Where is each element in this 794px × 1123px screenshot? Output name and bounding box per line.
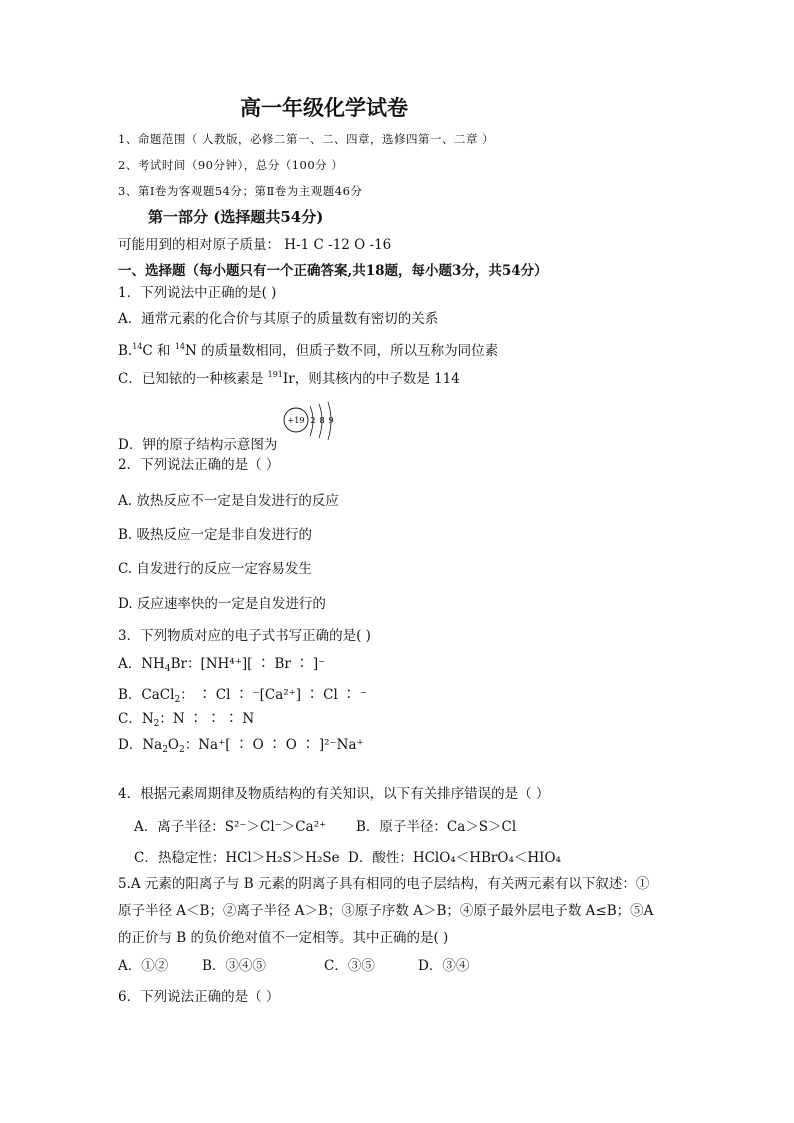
q1-b-c: C 和 [142, 343, 175, 359]
q5-option-a: A．①② [118, 958, 169, 974]
q4-option-b: B．原子半径：Ca＞S＞Cl [356, 819, 517, 835]
q3-d-mid: O [167, 737, 179, 753]
q3-d-prefix: D．Na [118, 737, 163, 753]
q3-d-rest: ：Na⁺[ ∶ O ∶ O ∶ ]²⁻Na⁺ [184, 737, 364, 753]
q3-b-prefix: B．CaCl [118, 687, 175, 703]
exam-title: 高一年级化学试卷 [240, 95, 408, 120]
part1-heading: 第一部分 (选择题共54分) [148, 208, 324, 226]
q3-c-sub: 2 [153, 719, 160, 729]
q3-option-d [118, 736, 364, 759]
q3-a-prefix: A．NH [118, 656, 165, 672]
q1-c-prefix: C．已知铱的一种核素是 [118, 371, 268, 387]
shell-1-count: 2 [310, 416, 316, 425]
q1-option-c [118, 366, 460, 388]
atomic-mass-line: 可能用到的相对原子质量： H-1 C -12 O -16 [118, 237, 392, 253]
q4-option-d: D．酸性：HClO₄＜HBrO₄＜HIO₄ [348, 850, 561, 866]
q2-option-d: D. 反应速率快的一定是自发进行的 [118, 596, 326, 612]
note-1: 1、命题范围（ 人教版，必修二第一、二、四章，选修四第一、二章 ） [118, 132, 495, 146]
shell-3-count: 9 [328, 416, 334, 425]
q1-c-mass: 191 [267, 370, 283, 379]
q5-line-1: 5.A 元素的阳离子与 B 元素的阴离子具有相同的电子层结构，有关两元素有以下叙述：① [118, 876, 650, 892]
note-3: 3、第Ⅰ卷为客观题54分；第Ⅱ卷为主观题46分 [118, 184, 363, 198]
q5-option-c: C．③⑤ [324, 958, 375, 974]
q1-option-b [118, 338, 498, 360]
q3-b-sub: 2 [174, 695, 181, 705]
q1-option-d: D．钾的原子结构示意图为 [118, 437, 278, 453]
q1-b-prefix: B. [118, 343, 133, 359]
q3-d-sub1: 2 [162, 745, 168, 755]
q1-option-a: A．通常元素的化合价与其原子的质量数有密切的关系 [118, 311, 439, 327]
q5-line-3: 的正价与 B 的负价绝对值不一定相等。其中正确的是( ) [118, 930, 449, 946]
q1-stem: 1．下列说法中正确的是( ) [118, 285, 277, 301]
section1-heading: 一、选择题（每小题只有一个正确答案,共18题，每小题3分，共54分） [118, 263, 548, 279]
q3-stem: 3．下列物质对应的电子式书写正确的是( ) [118, 628, 371, 644]
q6-stem: 6．下列说法正确的是（ ） [118, 989, 280, 1005]
q3-d-sub2: 2 [179, 745, 185, 755]
q5-line-2: 原子半径 A＜B；②离子半径 A＞B；③原子序数 A＞B；④原子最外层电子数 A≤B；⑤A [118, 903, 654, 919]
q3-b-rest: ： ∶ Cl ∶ ⁻[Ca²⁺] ∶ Cl ∶ ⁻ [180, 687, 368, 703]
q2-option-c: C. 自发进行的反应一定容易发生 [118, 561, 312, 577]
q2-option-a: A. 放热反应不一定是自发进行的反应 [118, 493, 339, 509]
potassium-atom-diagram [280, 400, 344, 444]
q3-option-b [118, 686, 367, 709]
q1-b-c-mass: 14 [132, 342, 143, 351]
q4-option-a: A．离子半径：S²⁻＞Cl⁻＞Ca²⁺ [134, 819, 327, 835]
q3-a-sub: 4 [164, 664, 171, 674]
q3-c-prefix: C．N [118, 711, 154, 727]
q3-option-a [118, 655, 325, 678]
q2-option-b: B. 吸热反应一定是非自发进行的 [118, 527, 313, 543]
q5-option-b: B．③④⑤ [202, 958, 266, 974]
q3-a-rest: Br：[NH⁴⁺][ ∶ Br ∶ ]⁻ [170, 656, 326, 672]
q4-stem: 4．根据元素周期律及物质结构的有关知识，以下有关排序错误的是（ ） [118, 786, 550, 802]
q5-option-d: D．③④ [418, 958, 470, 974]
nucleus-charge: +19 [287, 416, 305, 425]
q4-option-c: C．热稳定性：HCl＞H₂S＞H₂Se [134, 850, 340, 866]
shell-2-count: 8 [319, 416, 325, 425]
q2-stem: 2．下列说法正确的是（ ） [118, 457, 280, 473]
q1-c-rest: Ir，则其核内的中子数是 114 [282, 371, 460, 387]
q3-option-c [118, 710, 254, 733]
q1-b-n-mass: 14 [174, 342, 186, 351]
q3-c-rest: ：N ∶ ∶ ∶ N [159, 711, 255, 727]
q1-b-rest: N 的质量数相同，但质子数不同，所以互称为同位素 [185, 343, 499, 359]
note-2: 2、考试时间（90分钟），总分（100分 ） [118, 158, 344, 172]
